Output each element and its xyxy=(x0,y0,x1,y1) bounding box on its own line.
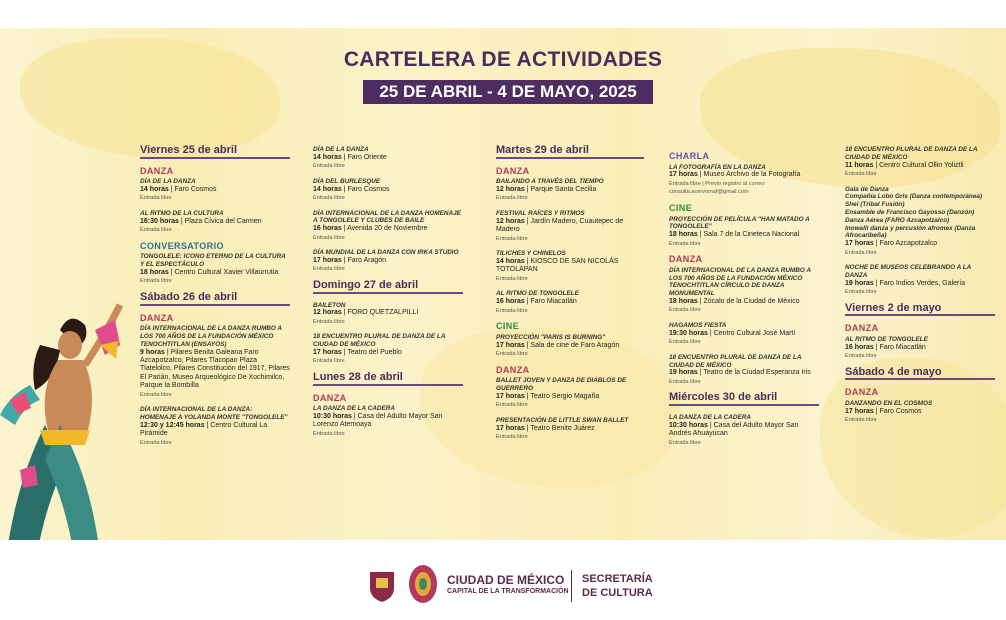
event-details xyxy=(845,240,995,248)
event-details xyxy=(669,330,819,338)
event-item xyxy=(845,400,995,425)
day-heading: Sábado 26 de abril xyxy=(140,293,290,306)
event-time: 17 horas xyxy=(496,424,525,432)
event-details xyxy=(496,393,644,401)
day-heading: Sábado 4 de mayo xyxy=(845,368,995,381)
category-label: CINE xyxy=(669,202,693,213)
event-item xyxy=(669,322,819,347)
event-name: DÍA INTERNACIONAL DE LA DANZA RUMBO A LOS 700 AÑOS DE LA FUNDACIÓN MÉXICO TENOCHTITLAN CÍRCULO DE DANZA MONUMENTAL xyxy=(669,266,811,298)
entry-note: Entrada libre xyxy=(669,378,701,385)
category-label: DANZA xyxy=(669,254,703,265)
entry-note: Entrada libre xyxy=(669,307,701,314)
schedule-column-2 xyxy=(313,146,463,445)
event-venue: | Casa del Adulto Mayor San Lorenzo Atemoaya xyxy=(313,412,443,429)
event-time: 18 horas xyxy=(669,231,698,239)
day-heading: Viernes 25 de abril xyxy=(140,146,290,159)
event-item xyxy=(496,178,644,203)
event-details xyxy=(313,186,463,194)
event-details xyxy=(669,298,819,306)
event-item xyxy=(140,210,290,235)
event-name: 18 ENCUENTRO PLURAL DE DANZA DE LA CIUDAD DE MÉXICO xyxy=(845,146,978,161)
event-name: TONGOLELE: ICONO ETERNO DE LA CULTURA Y EL ESPECTÁCULO xyxy=(140,253,286,269)
entry-note: Entrada libre xyxy=(496,235,528,242)
event-time: 17 horas xyxy=(496,341,525,349)
entry-note: Entrada libre xyxy=(140,227,172,234)
event-name: HAGAMOS FIESTA xyxy=(669,321,727,329)
event-time: 18 horas xyxy=(669,297,698,305)
event-time: 16:30 horas xyxy=(140,217,179,225)
event-details xyxy=(313,154,463,162)
event-item xyxy=(669,216,819,249)
event-time: 19:30 horas xyxy=(669,329,708,337)
event-item xyxy=(845,146,995,179)
event-time: 17 horas xyxy=(845,407,874,415)
event-venue: | Museo Archivo de la Fotografía xyxy=(697,171,801,179)
event-item xyxy=(496,334,644,359)
event-item xyxy=(669,354,819,387)
entry-note: Entrada libre xyxy=(845,171,877,177)
event-time: 10:30 horas xyxy=(313,412,352,420)
event-item xyxy=(669,414,819,447)
event-venue: | Centro Cultural José Martí xyxy=(707,329,796,337)
footer xyxy=(0,540,1006,620)
category-label: DANZA xyxy=(496,364,530,375)
entry-note: Entrada libre xyxy=(313,163,345,170)
entry-note: Entrada libre xyxy=(313,195,345,201)
event-time: 17 horas xyxy=(313,256,342,264)
event-venue: | Faro Cosmos xyxy=(873,407,922,415)
event-details xyxy=(669,171,819,179)
event-venue: | Teatro Benito Juárez xyxy=(524,424,595,432)
schedule-column-4 xyxy=(669,146,819,454)
event-name: PRESENTACIÓN DE LITTLE SWAN BALLET xyxy=(496,416,629,424)
event-details xyxy=(496,218,644,235)
category-label: DANZA xyxy=(496,165,530,176)
event-details xyxy=(845,408,995,416)
event-details xyxy=(845,344,995,352)
event-venue: | Sala de cine de Faro Aragón xyxy=(524,341,620,349)
event-details xyxy=(669,231,819,239)
event-time: 18 horas xyxy=(140,268,169,276)
event-details xyxy=(496,298,644,306)
event-name: AL RITMO DE TONGOLELE xyxy=(845,335,928,343)
entry-note: Entrada libre xyxy=(313,430,345,437)
event-time: 17 horas xyxy=(845,240,874,248)
category-label: CHARLA xyxy=(669,151,710,161)
event-venue: | KIOSCO DE SAN NICOLÁS TOTOLAPAN xyxy=(496,257,619,274)
entry-note: Entrada libre xyxy=(496,402,528,409)
event-venue: | Sala 7 de la Cineteca Nacional xyxy=(697,231,800,239)
date-range: 25 DE ABRIL - 4 DE MAYO, 2025 xyxy=(379,82,637,101)
event-name: FESTIVAL RAÍCES Y RITMOS xyxy=(496,209,585,217)
event-time: 17 horas xyxy=(313,348,342,356)
event-details xyxy=(313,349,463,357)
entry-note: Entrada libre xyxy=(669,439,701,446)
coat-of-arms-icon xyxy=(368,570,396,602)
event-venue: | Centro Cultural Xavier Villaurrutia xyxy=(168,268,279,276)
entry-note: Entrada libre xyxy=(313,358,345,365)
entry-note: Entrada libre xyxy=(669,339,701,346)
event-name: 18 ENCUENTRO PLURAL DE DANZA DE LA CIUDAD DE MÉXICO xyxy=(669,353,802,369)
entry-note: Entrada libre xyxy=(496,350,528,357)
category-label: DANZA xyxy=(845,387,879,398)
event-details xyxy=(669,369,819,377)
event-time: 9 horas xyxy=(140,348,165,356)
category-label: DANZA xyxy=(313,392,347,403)
event-name: LA DANZA DE LA CADERA xyxy=(313,405,396,413)
event-venue: | Parque Santa Cecilia xyxy=(524,185,597,193)
event-name: DÍA INTERNACIONAL DE LA DANZA HOMENAJE A TONGOLELE Y CLUBES DE BAILE xyxy=(313,209,461,225)
event-details xyxy=(845,162,995,170)
entry-note: Entrada libre xyxy=(845,249,877,256)
event-venue: | Casa del Adulto Mayor San Andrés Ahuayucan xyxy=(669,421,799,438)
day-heading: Martes 29 de abril xyxy=(496,146,644,159)
entry-note: Entrada libre xyxy=(313,318,345,325)
event-time: 10:30 horas xyxy=(669,421,708,429)
event-venue: | Faro Cosmos xyxy=(341,185,390,193)
event-item xyxy=(496,250,644,283)
event-name: PROYECCIÓN DE PELÍCULA "HAN MATADO A TONGOLELE" xyxy=(669,215,810,231)
city-slogan: CAPITAL DE LA TRANSFORMACIÓN xyxy=(447,588,569,595)
page-title: CARTELERA DE ACTIVIDADES xyxy=(343,48,663,71)
event-item xyxy=(496,417,644,442)
event-name: DÍA DEL BURLESQUE xyxy=(313,177,381,185)
event-item xyxy=(140,406,290,447)
day-heading: Lunes 28 de abril xyxy=(313,373,463,386)
event-time: 14 horas xyxy=(140,185,169,193)
cultura-label: DE CULTURA xyxy=(582,587,653,599)
entry-note: Entrada libre xyxy=(140,439,172,446)
event-details xyxy=(496,425,644,433)
entry-note: Entrada libre xyxy=(496,307,528,314)
event-time: 12:30 y 12:45 horas xyxy=(140,421,205,429)
event-time: 16 horas xyxy=(496,298,525,306)
entry-note: Entrada libre xyxy=(140,278,172,285)
date-banner xyxy=(363,80,653,104)
day-heading: Miércoles 30 de abril xyxy=(669,393,819,406)
cdmx-logo-icon xyxy=(406,562,440,606)
event-item xyxy=(313,405,463,438)
event-details xyxy=(140,218,290,226)
event-details xyxy=(140,422,290,439)
event-venue: | Teatro de la Ciudad Esperanza Iris xyxy=(697,369,811,377)
category-label: CINE xyxy=(496,321,520,332)
event-time: 17 horas xyxy=(669,171,698,179)
event-name: LA DANZA DE LA CADERA xyxy=(669,413,752,421)
schedule-column-5 xyxy=(845,146,995,432)
event-name: AL RITMO DE LA CULTURA xyxy=(140,209,224,217)
event-venue: | Faro Cosmos xyxy=(168,185,217,193)
event-item xyxy=(496,290,644,315)
event-venue: | Centro Cultural La Pirámide xyxy=(140,421,268,438)
event-time: 12 horas xyxy=(496,185,525,193)
event-name: BALLET JOVEN Y DANZA DE DIABLOS DE GUERRERO xyxy=(496,377,627,392)
event-venue: | Pilares Benita Galeana Faro Azcapotzalco, Pilares Tlacopan Plaza Tlatelolco, Pilares Constitución del 1917, Pilares El Parián, Museo Arqueológico De Xochimilco, Parque la Bombilla xyxy=(140,348,290,390)
event-details xyxy=(496,342,644,350)
event-venue: | Zócalo de la Ciudad de México xyxy=(697,297,800,305)
entry-note: Entrada libre xyxy=(496,275,528,282)
event-name: BAILANDO A TRAVÉS DEL TIEMPO xyxy=(496,178,604,186)
event-name: DANZANDO EN EL COSMOS xyxy=(845,399,933,407)
event-time: 16 horas xyxy=(313,225,342,233)
event-item xyxy=(669,164,819,197)
event-name: PROYECCIÓN "PARIS IS BURNING" xyxy=(496,333,606,341)
entry-note: Entrada libre xyxy=(496,433,528,440)
category-label: DANZA xyxy=(140,165,174,176)
event-details xyxy=(140,349,290,391)
event-item xyxy=(140,178,290,203)
event-item xyxy=(845,336,995,361)
event-name: TILICHES Y CHINELOS xyxy=(496,250,566,258)
category-label: DANZA xyxy=(140,312,174,323)
event-details xyxy=(496,186,644,194)
city-name: CIUDAD DE MÉXICO xyxy=(447,573,565,587)
event-details xyxy=(313,225,463,233)
event-item xyxy=(313,249,463,274)
event-time: 12 horas xyxy=(313,309,342,317)
event-item xyxy=(313,302,463,327)
event-time: 19 horas xyxy=(845,279,874,287)
category-label: CONVERSATORIO xyxy=(140,240,224,251)
event-time: 12 horas xyxy=(496,217,525,225)
event-time: 17 horas xyxy=(496,392,525,400)
schedule-column-1 xyxy=(140,141,290,454)
entry-note: Entrada libre xyxy=(845,289,877,296)
event-name: AL RITMO DE TONGOLELE xyxy=(496,290,579,298)
event-details xyxy=(313,309,463,317)
event-venue: | FORO QUETZALPILLI xyxy=(341,309,419,317)
event-details xyxy=(845,280,995,288)
event-item xyxy=(845,264,995,297)
category-label: DANZA xyxy=(845,323,879,334)
event-item xyxy=(845,186,995,258)
event-details xyxy=(140,269,290,277)
event-name: DÍA INTERNACIONAL DE LA DANZA RUMBO A LOS 700 AÑOS DE LA FUNDACIÓN MÉXICO TENOCHTITLAN (ENSAYOS) xyxy=(140,325,282,348)
entry-note: Entrada libre xyxy=(140,195,172,202)
entry-note: Entrada libre xyxy=(669,240,701,247)
event-venue: | Faro Indios Verdes, Galería xyxy=(873,279,966,287)
event-venue: | Jardín Madero, Cuautepec de Madero xyxy=(496,217,624,234)
event-venue: | Faro Miacatlán xyxy=(873,343,926,351)
event-item xyxy=(140,253,290,286)
event-venue: | Centro Cultural Ollin Yoliztli xyxy=(873,161,964,169)
schedule-column-3 xyxy=(496,141,644,449)
event-name: 18 ENCUENTRO PLURAL DE DANZA DE LA CIUDAD DE MÉXICO xyxy=(313,333,446,349)
event-name: BAILETON xyxy=(313,301,346,309)
entry-note: Entrada libre xyxy=(845,417,877,424)
event-venue: | Teatro del Pueblo xyxy=(341,348,402,356)
event-item xyxy=(496,210,644,243)
event-item xyxy=(313,146,463,171)
event-venue: | Faro Aragón xyxy=(341,256,387,264)
event-details xyxy=(140,186,290,194)
event-item xyxy=(313,178,463,203)
event-details xyxy=(313,257,463,265)
event-venue: | Faro Oriente xyxy=(341,153,387,161)
event-item xyxy=(140,325,290,399)
event-name: NOCHE DE MUSEOS CELEBRANDO A LA DANZA xyxy=(845,264,972,279)
event-venue: | Teatro Sergio Magaña xyxy=(524,392,600,400)
event-name: DÍA INTERNACIONAL DE LA DANZA: HOMENAJE A YOLANDA MONTE "TONGOLELE" xyxy=(140,406,288,421)
day-heading: Viernes 2 de mayo xyxy=(845,304,995,317)
day-heading: Domingo 27 de abril xyxy=(313,281,463,294)
footer-divider xyxy=(571,570,572,602)
entry-note: Entrada libre xyxy=(845,353,877,360)
event-time: 11 horas xyxy=(845,161,874,169)
entry-note: Entrada libre xyxy=(313,234,345,241)
event-time: 19 horas xyxy=(669,369,698,377)
event-venue: | Avenida 20 de Noviembre xyxy=(341,225,428,233)
event-time: 16 horas xyxy=(845,343,874,351)
event-item xyxy=(313,210,463,243)
event-name: DÍA DE LA DANZA xyxy=(140,178,196,186)
poster xyxy=(0,28,1006,540)
event-time: 14 horas xyxy=(313,185,342,193)
event-time: 14 horas xyxy=(313,153,342,161)
entry-note: Entrada libre xyxy=(140,391,172,398)
event-venue: | Plaza Cívica del Carmen xyxy=(178,217,262,225)
dancer-illustration xyxy=(0,290,130,540)
event-details xyxy=(313,413,463,430)
entry-note: Entrada libre xyxy=(313,266,345,273)
event-name: DÍA MUNDIAL DE LA DANZA CON IRKA STUDIO xyxy=(313,249,459,257)
event-name: LA FOTOGRAFÍA EN LA DANZA xyxy=(669,163,766,171)
event-item xyxy=(313,333,463,366)
entry-note: Entrada libre xyxy=(496,195,528,202)
event-details xyxy=(496,258,644,275)
event-name: Gala de Danza Compañía Lobo Gris (Danza contemporánea) Shei (Tribal Fusión) Ensamble de Francisco Gayosso (Danzón) Danza Aérea (FARO Azcapotzalco) Inowalli danza y percusión afromex (Danza Afrocaribeña) xyxy=(845,185,983,240)
secretaria-label: SECRETARÍA xyxy=(582,573,653,585)
event-item xyxy=(669,267,819,315)
event-venue: | Faro Azcapotzalco xyxy=(873,240,938,248)
event-venue: | Faro Miacatlán xyxy=(524,298,577,306)
event-name: DÍA DE LA DANZA xyxy=(313,146,369,153)
event-details xyxy=(669,422,819,439)
entry-note: Entrada libre | Previo registro al correo consulta.acervomaf@gmail.com xyxy=(669,180,765,196)
event-time: 14 horas xyxy=(496,257,525,265)
event-item xyxy=(496,377,644,410)
